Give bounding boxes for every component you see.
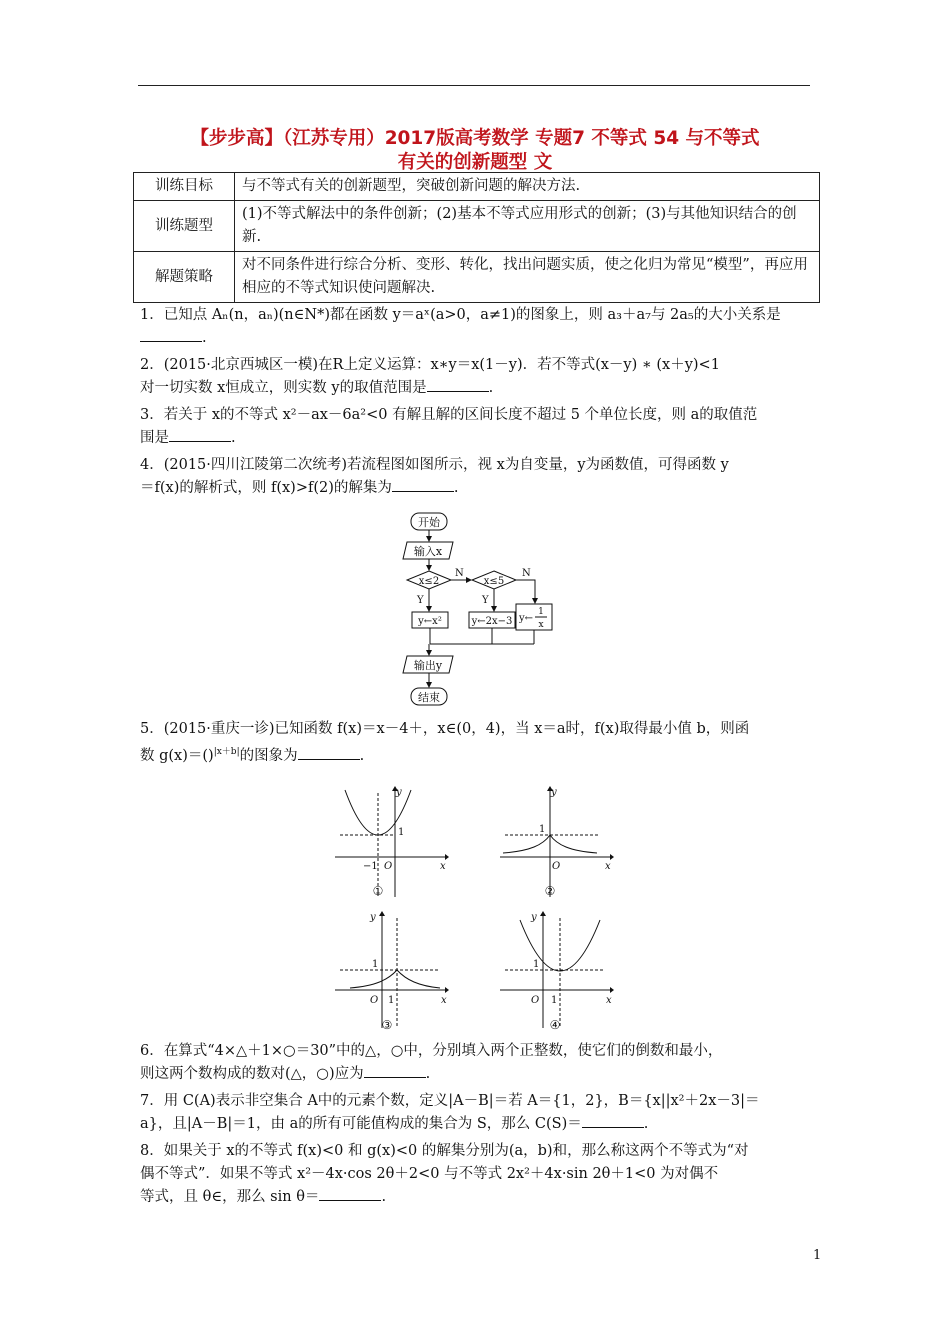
question-text: 的图象为 [239,747,298,764]
question-8 [140,1140,815,1209]
question-text: . [453,480,459,496]
origin-label: O [384,861,393,872]
row-text: 与不等式有关的创新题型，突破创新问题的解决方法. [235,173,820,201]
row-text: (1)不等式解法中的条件创新；(2)基本不等式应用形式的创新；(3)与其他知识结合的创新. [235,201,820,252]
graph-number: ③ [381,1018,393,1032]
header-rule [138,85,810,86]
y-tick-label: 1 [372,959,379,970]
answer-blank [392,477,454,492]
question-text: 8．如果关于 x的不等式 f(x)<0 和 g(x)<0 的解集分别为(a，b)和，那么称这两个不等式为“对 [140,1143,749,1159]
title-line-1: 【步步高】（江苏专用）2017版高考数学 专题7 不等式 54 与不等式 [190,128,760,149]
answer-blank [582,1113,644,1128]
graph-number: ④ [549,1018,561,1032]
x-tick-label: −1 [363,861,378,872]
table-row [134,201,820,252]
y-tick-label: 1 [533,959,540,970]
graph-option-2 [495,785,615,903]
answer-blank [169,427,231,442]
question-text: 偶不等式”．如果不等式 x²－4x·cos 2θ＋2<0 与不等式 2x²＋4x·sin 2θ＋1<0 为对偶不 [140,1166,719,1182]
question-text: 4．(2015·四川江陵第二次统考)若流程图如图所示，视 x为自变量，y为函数值，可得函数 y [140,457,729,473]
graph-option-4 [495,910,615,1035]
fraction-denominator: x [538,620,544,630]
output-label: 输出y [413,659,443,672]
row-label: 训练目标 [134,173,235,201]
question-text: . [381,1189,387,1205]
question-text: . [359,747,365,764]
assign-box-1-label: y←x² [418,616,442,627]
question-text: 则这两个数构成的数对(△，○)应为 [140,1066,364,1082]
y-axis-label: y [396,787,402,798]
condition-1-label: x≤2 [418,576,440,587]
x-axis-label: x [441,995,447,1006]
question-text: 围是 [140,430,169,446]
question-text: 数 g(x)＝() [140,747,214,764]
question-text: 等式，且 θ∈，那么 sin θ＝ [140,1189,320,1205]
end-label: 结束 [418,691,440,704]
table-row [134,173,820,201]
y-tick-label: 1 [539,824,546,835]
answer-blank [319,1186,381,1201]
question-5 [140,718,815,768]
row-label: 解题策略 [134,252,235,303]
answer-blank [140,327,202,342]
y-axis-label: y [531,912,537,923]
title-line-2: 有关的创新题型 文 [397,152,553,173]
question-7 [140,1090,815,1136]
condition-2-label: x≤5 [483,576,505,587]
question-4 [140,454,815,500]
question-text: 1．已知点 Aₙ(n，aₙ)(n∈N*)都在函数 y＝aˣ(a>0，a≠1)的图象上，则 a₃＋a₇与 2a₅的大小关系是 [140,307,781,323]
question-text: 5．(2015·重庆一诊)已知函数 f(x)＝x－4＋，x∈(0，4)，当 x＝a时，f(x)取得最小值 b，则函 [140,721,750,737]
table-row [134,252,820,303]
fraction-numerator: 1 [538,607,544,617]
question-text: . [643,1116,649,1132]
question-text: . [231,430,236,446]
x-axis-label: x [440,861,446,872]
answer-blank [298,745,360,760]
assign-box-2-label: y←2x−3 [471,616,513,627]
document-title [130,127,820,175]
question-3 [140,404,815,450]
yes-label: Y [417,595,424,606]
x-tick-label: 1 [551,995,558,1006]
question-text: 2．(2015·北京西城区一模)在R上定义运算：x∗y＝x(1－y)．若不等式(x－y) ∗ (x＋y)<1 [140,357,720,373]
page-number: 1 [813,1248,822,1263]
exponent: |x＋b| [213,747,240,757]
origin-label: O [370,995,379,1006]
no-label: N [522,568,531,579]
origin-label: O [552,861,561,872]
question-6 [140,1040,815,1086]
question-text: . [202,330,207,346]
input-label: 输入x [413,545,443,558]
start-label: 开始 [418,516,440,529]
answer-blank [364,1063,426,1078]
question-text: a}，且|A－B|＝1，由 a的所有可能值构成的集合为 S，那么 C(S)＝ [140,1116,582,1132]
graph-option-1 [330,785,450,903]
question-2 [140,354,815,400]
question-text: 7．用 C(A)表示非空集合 A中的元素个数，定义|A－B|＝若 A＝{1，2}，B＝{x||x²＋2x－3|＝ [140,1093,760,1109]
training-info-table [133,172,820,303]
question-text: 对一切实数 x恒成立，则实数 y的取值范围是 [140,380,427,396]
y-tick-label: 1 [398,827,405,838]
origin-label: O [531,995,540,1006]
graph-number: ② [544,884,556,898]
flowchart [395,510,565,710]
answer-blank [427,377,489,392]
question-text: 3．若关于 x的不等式 x²－ax－6a²<0 有解且解的区间长度不超过 5 个单位长度，则 a的取值范 [140,407,758,423]
x-tick-label: 1 [388,995,395,1006]
graph-number: ① [372,884,384,898]
row-text: 对不同条件进行综合分析、变形、转化，找出问题实质，使之化归为常见“模型”，再应用相应的不等式知识使问题解决. [235,252,820,303]
assign-box-3-label: y← [519,613,534,624]
x-axis-label: x [606,995,612,1006]
y-axis-label: y [551,787,557,798]
question-text: . [488,380,494,396]
question-text: 6．在算式“4×△＋1×○＝30”中的△，○中，分别填入两个正整数，使它们的倒数和最小， [140,1043,723,1059]
y-axis-label: y [370,912,376,923]
x-axis-label: x [605,861,611,872]
no-label: N [455,568,464,579]
yes-label: Y [482,595,489,606]
question-text: ＝f(x)的解析式，则 f(x)>f(2)的解集为 [140,480,392,496]
question-text: . [425,1066,431,1082]
graph-option-3 [330,910,450,1035]
question-1 [140,304,815,350]
row-label: 训练题型 [134,201,235,252]
